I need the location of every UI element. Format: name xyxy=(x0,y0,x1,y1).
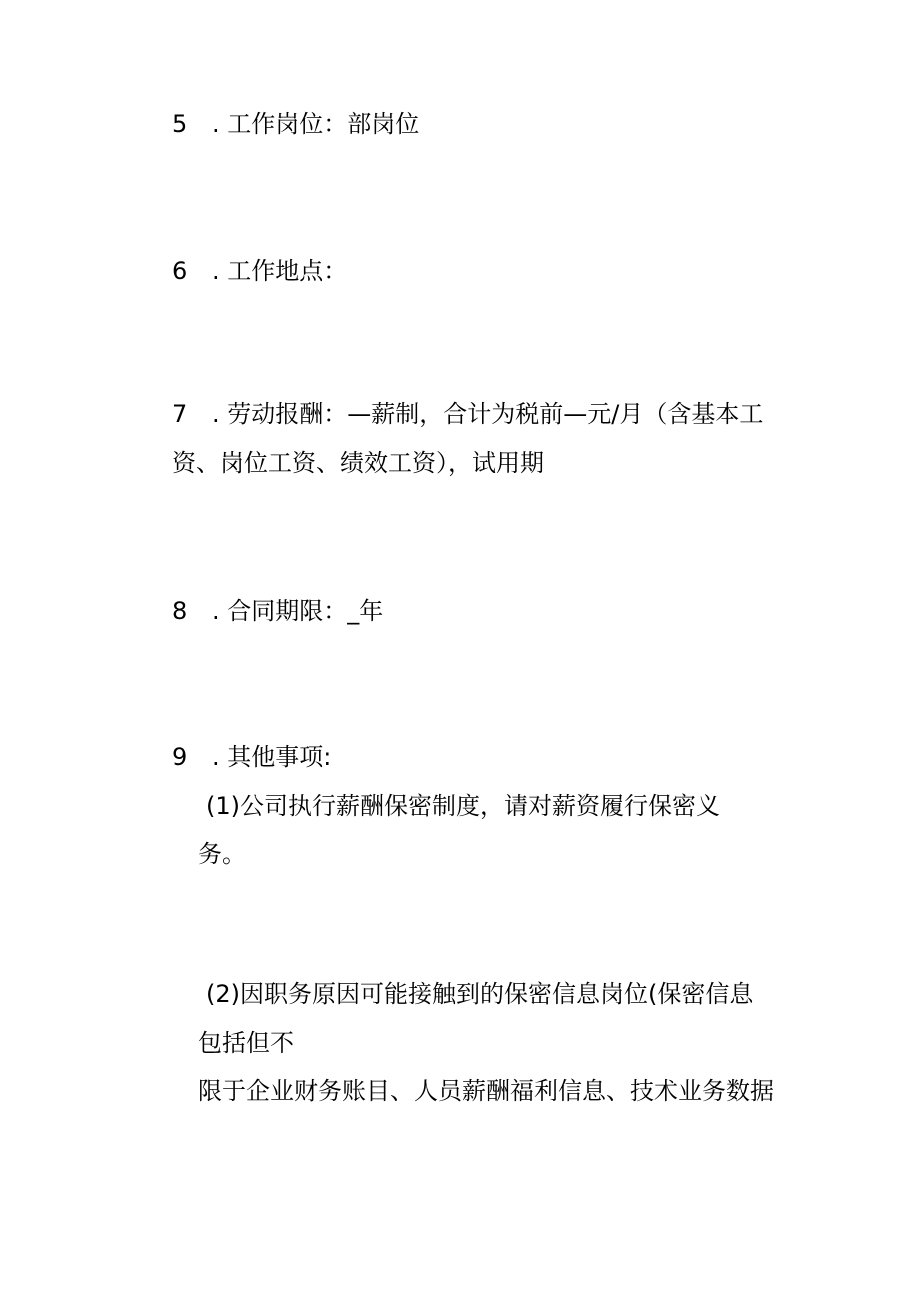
item-9-sub-2-line-2: 包括但不 xyxy=(198,1029,294,1057)
item-6 xyxy=(172,255,347,287)
item-9-text: . 其他事项: xyxy=(212,743,332,771)
item-8-number: 8 xyxy=(172,597,188,625)
item-8 xyxy=(172,595,383,627)
item-9-sub-1-line-2: 务。 xyxy=(198,840,246,868)
item-9-sub-2-line-3: 限于企业财务账目、人员薪酬福利信息、技术业务数据 xyxy=(198,1077,774,1105)
item-9 xyxy=(172,741,331,773)
item-5 xyxy=(172,108,419,140)
item-6-number: 6 xyxy=(172,257,188,285)
item-5-text: . 工作岗位：部岗位 xyxy=(212,110,420,138)
item-7-line-2: 资、岗位工资、绩效工资），试用期 xyxy=(172,449,544,477)
item-7-text-line-1: . 劳动报酬：—薪制，合计为税前—元/月（含基本工 xyxy=(212,400,764,428)
item-9-sub-2-line-1: (2)因职务原因可能接触到的保密信息岗位(保密信息 xyxy=(206,980,754,1008)
item-9-number: 9 xyxy=(172,743,188,771)
item-7-line-1 xyxy=(172,398,763,430)
item-9-sub-1-line-1: (1)公司执行薪酬保密制度，请对薪资履行保密义 xyxy=(206,792,720,820)
item-6-text: . 工作地点： xyxy=(212,257,348,285)
item-8-text: . 合同期限：_年 xyxy=(212,597,384,625)
item-7-number: 7 xyxy=(172,400,188,428)
item-5-number: 5 xyxy=(172,110,188,138)
